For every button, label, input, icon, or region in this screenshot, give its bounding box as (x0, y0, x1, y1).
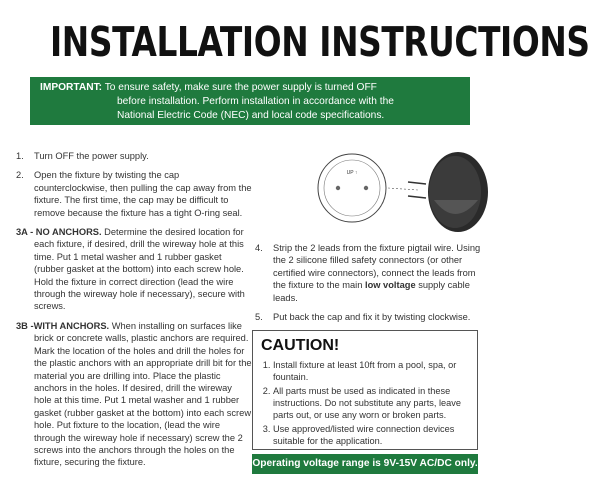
step-4 (255, 242, 487, 304)
step-3a (16, 226, 252, 313)
fixture-diagram (300, 148, 490, 242)
step-5 (255, 311, 487, 323)
step-1 (16, 150, 252, 162)
caution-item-1: 1. Install fixture at least 10ft from a pool, spa, or fountain. (273, 359, 469, 383)
step-3a-text: Determine the desired location for each fixture, if desired, drill the wireway hole at this time. Put 1 metal washer and 1 rubber gasket (rubber gasket at the bottom) into each screw hole. Hold the fixture in correct direction (lead the wire through the wireway hole if necessary), secure with screws. (34, 227, 245, 312)
caution-item-2: 2. All parts must be used as indicated in these instructions. Do not substitute any parts, leave parts out, or use any worn or broken parts. (273, 385, 469, 421)
important-banner (30, 77, 470, 125)
step-3b-heading: 3B -WITH ANCHORS. (16, 320, 110, 331)
fixture-base-drawing (318, 154, 418, 222)
instructions-left-column (16, 150, 252, 476)
caution-box (252, 330, 478, 450)
voltage-note: Operating voltage range is 9V-15V AC/DC only. (252, 454, 478, 474)
step-3b (16, 320, 252, 469)
caution-list (261, 359, 469, 447)
step-1-number: 1. (16, 151, 24, 161)
step-1-text: Turn OFF the power supply. (34, 151, 149, 161)
step-4-bold: low voltage (364, 280, 416, 291)
caution-title: CAUTION! (261, 337, 340, 354)
important-line-3: National Electric Code (NEC) and local code specifications. (117, 109, 385, 121)
step-3a-heading: 3A - NO ANCHORS. (16, 227, 102, 238)
fixture-cap-drawing (428, 152, 488, 232)
up-mark: UP ↑ (346, 170, 358, 176)
page-title: INSTALLATION INSTRUCTIONS (50, 18, 590, 66)
step-2-text: Open the fixture by twisting the cap counterclockwise, then pulling the cap away from the fixture. The first time, the cap may be difficult to remove because the fixture has a tight O-ring seal. (34, 170, 252, 218)
step-4-number: 4. (255, 243, 263, 253)
step-5-text: Put back the cap and fix it by twisting clockwise. (273, 312, 471, 323)
instructions-right-column (255, 242, 487, 330)
step-4-text-b: supply cable leads. (273, 280, 470, 303)
step-3b-text: When installing on surfaces like brick or concrete walls, plastic anchors are required. Mark the location of the holes and drill the holes for the plastic anchors with an appropriate drill bit for the material you are drilling into. Place the plastic anchors in the holes. If desired, drill the wireway hole at this time. Put 1 metal washer and 1 rubber gasket (rubber gasket at the bottom) into each screw hole. Put fixture to the location, (lead the wire through the wireway hole if necessary) screw the 2 screws into the anchors through the holes on the fixture, securing the fixture. (34, 320, 252, 468)
step-2-number: 2. (16, 170, 24, 181)
important-label: IMPORTANT: (40, 82, 103, 93)
caution-item-3: 3. Use approved/listed wire connection devices suitable for the application. (273, 423, 469, 447)
step-4-text-a: Strip the 2 leads from the fixture pigtail wire. Using the 2 silicone filled safety connectors (or other certified wire connectors), connect the leads from the fixture to the main (273, 243, 481, 291)
step-2 (16, 169, 252, 219)
step-5-number: 5. (255, 312, 263, 323)
important-line-2: before installation. Perform installation in accordance with the (117, 95, 394, 107)
important-line-1: To ensure safety, make sure the power supply is turned OFF (104, 82, 377, 93)
